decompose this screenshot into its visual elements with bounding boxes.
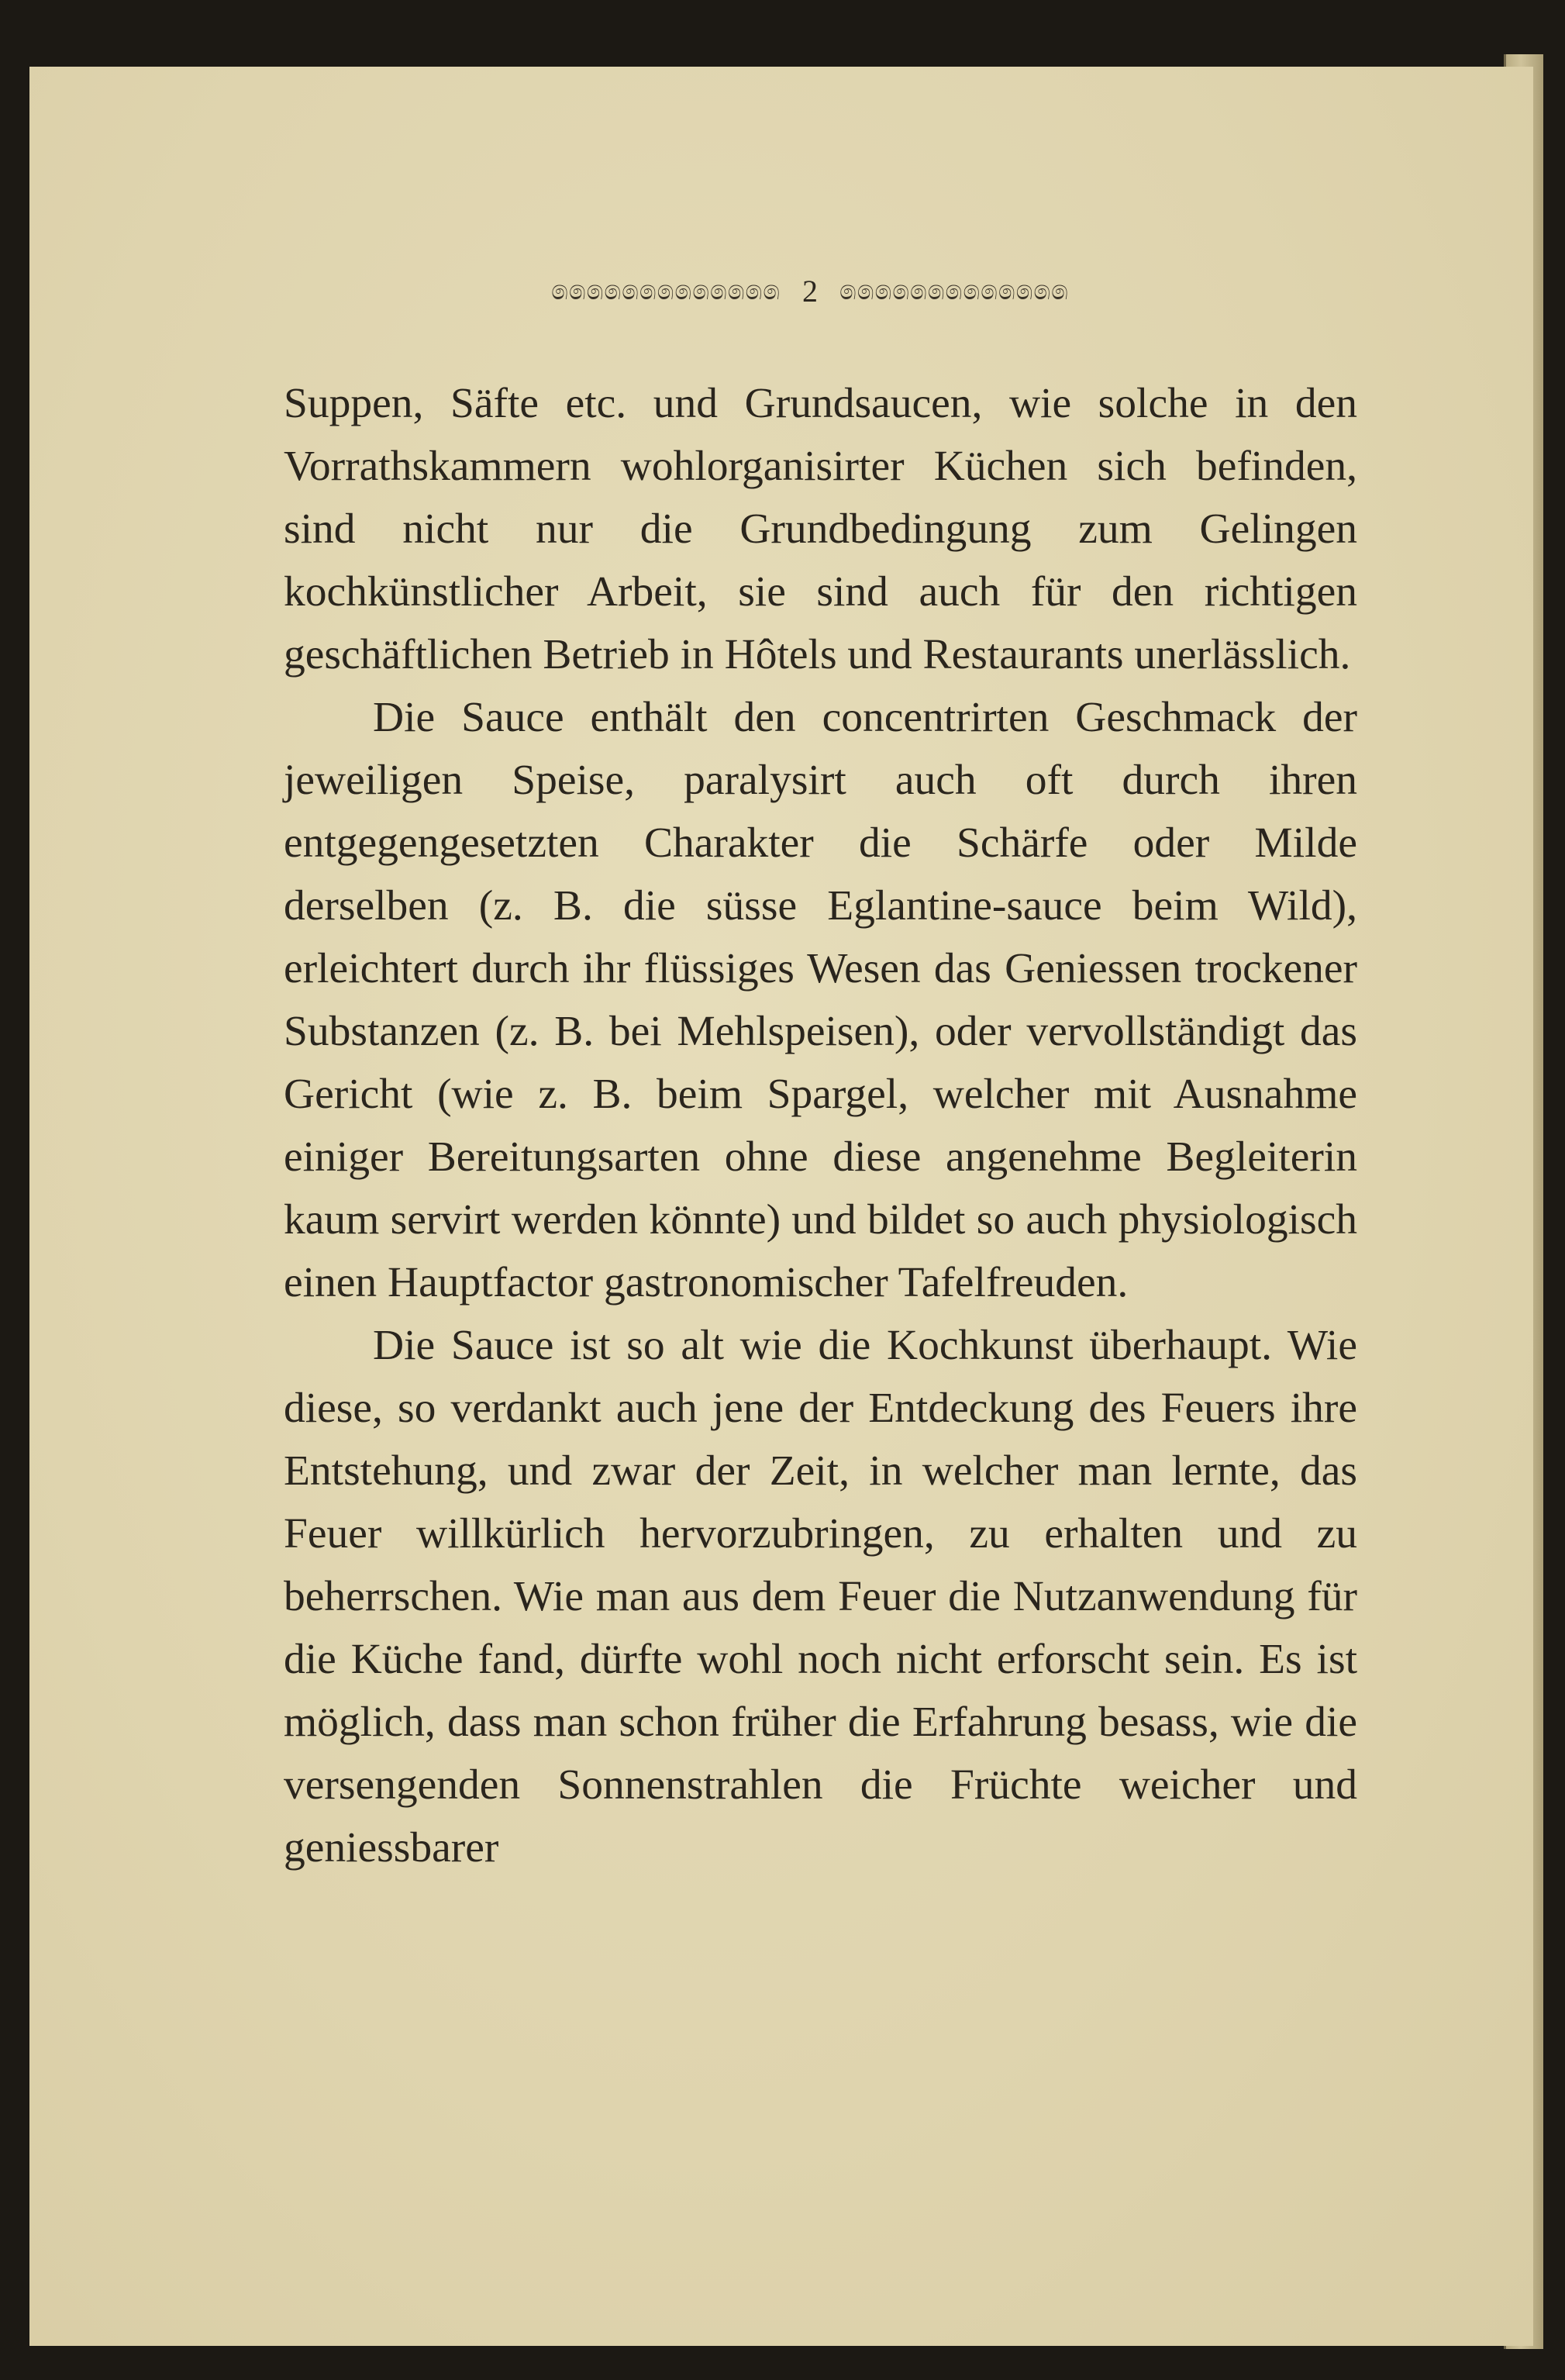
page-number: 2	[802, 273, 818, 309]
ornament-right: ෧෧෧෧෧෧෧෧෧෧෧෧෧	[839, 275, 1069, 306]
ornament-left: ෧෧෧෧෧෧෧෧෧෧෧෧෧	[551, 275, 781, 306]
running-head	[260, 271, 1360, 310]
paragraph-3: Die Sauce ist so alt wie die Kochkunst überhaupt. Wie diese, so verdankt auch jene der Entdeckung des Feuers ihre Entstehung, und zwar der Zeit, in welcher man lernte, das Feuer willkürlich hervorzubringen, zu erhalten und zu beherrschen. Wie man aus dem Feuer die Nutzanwendung für die Küche fand, dürfte wohl noch nicht erforscht sein. Es ist möglich, dass man schon früher die Erfahrung besass, wie die versengenden Sonnenstrahlen die Früchte weicher und geniessbarer	[284, 1322, 1357, 1871]
paragraph-2: Die Sauce enthält den concentrirten Geschmack der jeweiligen Speise, paralysirt auch oft durch ihren entgegengesetzten Charakter die Schärfe oder Milde derselben (z. B. die süsse Eglantine-sauce beim Wild), erleichtert durch ihr flüssiges Wesen das Geniessen trockener Substanzen (z. B. bei Mehlspeisen), oder vervollständigt das Gericht (wie z. B. beim Spargel, welcher mit Ausnahme einiger Bereitungsarten ohne diese angenehme Begleiterin kaum servirt werden könnte) und bildet so auch physiologisch einen Hauptfactor gastronomischer Tafelfreuden.	[284, 694, 1357, 1306]
body-text	[284, 372, 1357, 1879]
paragraph-1: Suppen, Säfte etc. und Grundsaucen, wie solche in den Vorrathskammern wohlorganisirter Küchen sich befinden, sind nicht nur die Grundbedingung zum Gelingen kochkünstlicher Arbeit, sie sind auch für den richtigen geschäftlichen Betrieb in Hôtels und Restaurants unerlässlich.	[284, 380, 1357, 678]
